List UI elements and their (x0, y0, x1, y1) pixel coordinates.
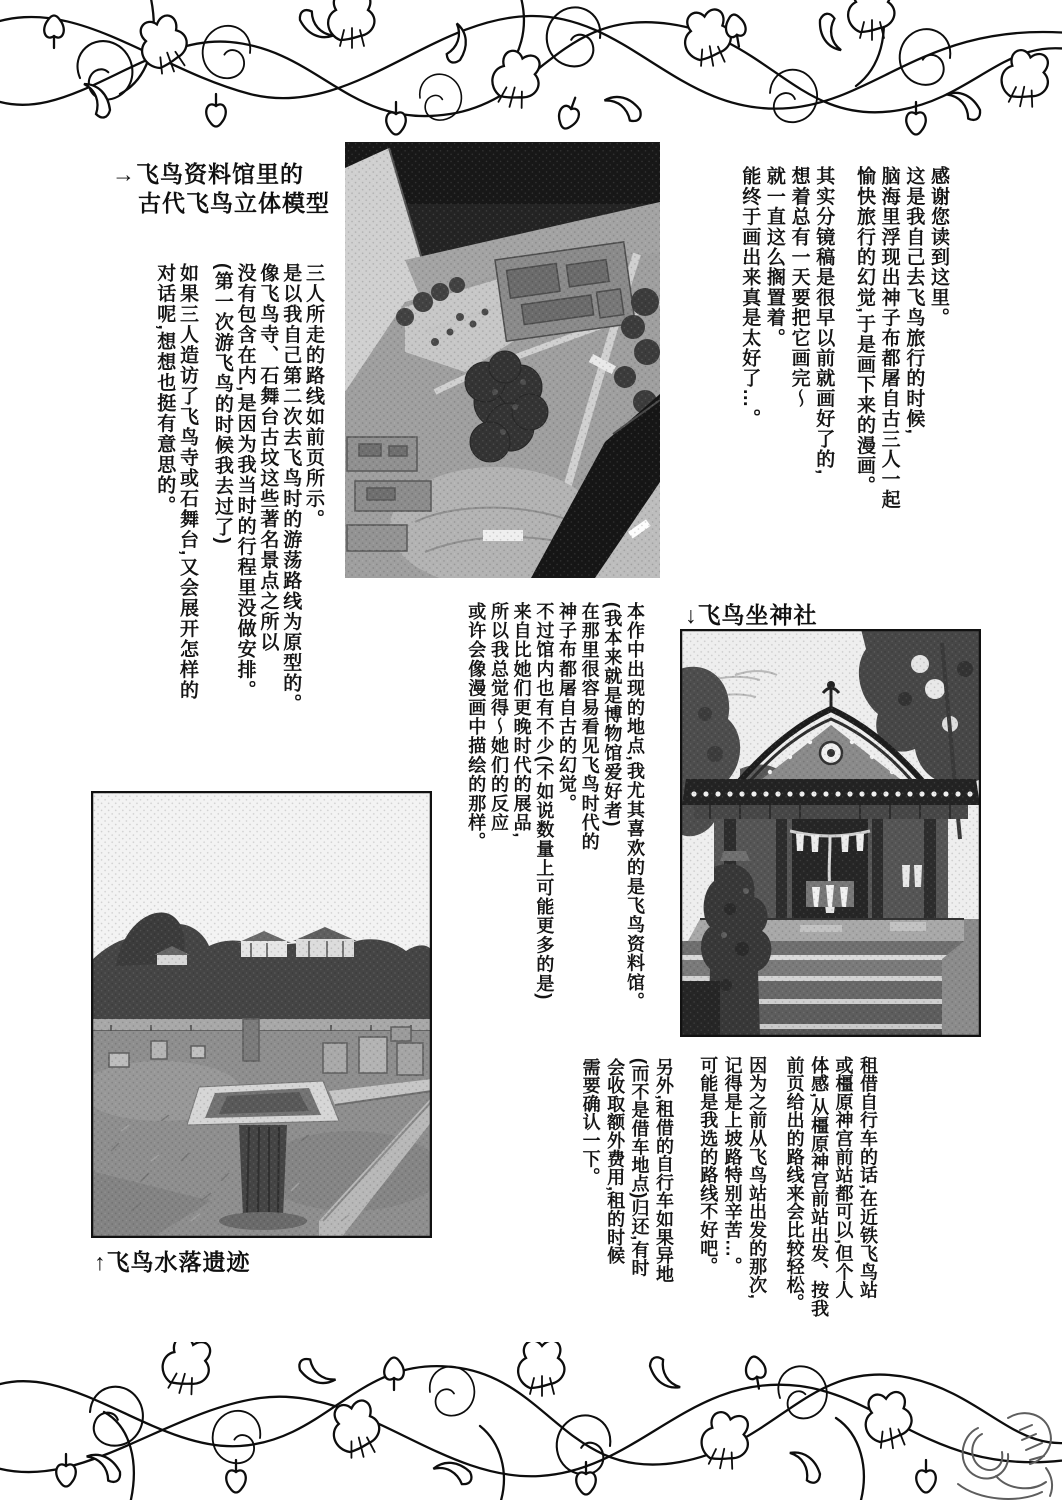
text-column: 会收取额外费用,租的时候 (605, 1058, 626, 1265)
diorama-model-photo (345, 142, 660, 578)
corner-doodle-sketch (938, 1388, 1062, 1500)
text-column: 在那里很容易看见飞鸟时代的 (579, 602, 600, 852)
text-column: 就一直这么搁置着。 (763, 166, 785, 348)
text-column: 记得是上坡路特别辛苦…。 (722, 1056, 743, 1276)
text-column: 租借自行车的话,在近铁飞鸟站 (858, 1056, 878, 1300)
text-column: 是以我自己第二次去飞鸟时的游荡路线为原型的。 (280, 263, 302, 714)
text-column: 其实分镜稿是很早以前就画好了的, (813, 166, 835, 476)
text-column: 所以我总觉得～她们的反应 (488, 602, 509, 833)
text-column: 对话呢,想想也挺有意思的。 (154, 263, 176, 516)
text-column: 感谢您读到这里。 (928, 166, 949, 328)
museum-commentary-text (450, 602, 646, 1047)
floral-scroll-border-bottom (0, 1342, 1062, 1500)
text-column: 本作中出现的地点,我尤其喜欢的是飞鸟资料馆。 (625, 602, 645, 1012)
text-column: 这是我自己去飞鸟旅行的时候, (903, 166, 925, 436)
caption-line: 古代飞鸟立体模型 (138, 190, 330, 216)
text-column: 可能是我选的路线不好吧。 (698, 1056, 719, 1276)
caption-line: →飞鸟资料馆里的 (112, 161, 304, 187)
afterword-thanks-text (724, 166, 950, 576)
text-column: 如果三人造访了飞鸟寺或石舞台,又会展开怎样的 (177, 263, 199, 701)
text-column: 愉快旅行的幻觉,于是画下来的漫画。 (853, 166, 875, 496)
text-column: (我本来就是博物馆爱好者) (602, 602, 623, 828)
text-column: 想着总有一天要把它画完～ (788, 166, 810, 409)
diorama-photo-caption (112, 160, 330, 218)
text-column: 不过馆内也有不少(不如说数量上可能更多的是) (534, 602, 555, 1001)
text-column: 来自比她们更晚时代的展品, (511, 602, 532, 839)
rental-return-note-text (574, 1058, 676, 1343)
text-column: 另外,租借的自行车如果异地 (654, 1058, 674, 1283)
text-column: 神子布都屠自古的幻觉。 (556, 602, 577, 814)
ruins-photo-caption: ↑飞鸟水落遗迹 (94, 1249, 251, 1275)
text-column: 没有包含在内,是因为我当时的行程里没做安排。 (234, 263, 256, 701)
bicycle-rental-text (682, 1056, 880, 1348)
mizuochi-ruins-photo (91, 791, 432, 1238)
text-column: 或许会像漫画中描绘的那样。 (466, 602, 487, 852)
floral-scroll-border-top (0, 0, 1062, 138)
text-column: (第一次游飞鸟的时候我去过了) (211, 263, 233, 546)
text-column: 因为之前从飞鸟站出发的那次, (747, 1056, 768, 1300)
text-column: 体感,从橿原神宫前站出发、按我 (809, 1056, 830, 1318)
text-column: 前页给出的路线来会比较轻松。 (784, 1056, 805, 1313)
text-column: 像飞鸟寺、石舞台古坟这些著名景点之所以 (257, 263, 279, 653)
text-column: (而不是借车地点)归还,有时 (629, 1058, 650, 1278)
text-column: 能终于画出来真是太好了…。 (739, 166, 761, 429)
text-column: 或橿原神宫前站都可以,但个人 (833, 1056, 854, 1300)
text-column: 需要确认一下。 (580, 1058, 601, 1187)
asukaniimasu-shrine-photo (680, 629, 981, 1037)
shrine-photo-caption: ↓飞鸟坐神社 (685, 602, 818, 628)
text-column: 脑海里浮现出神子布都屠自古三人一起 (878, 166, 900, 510)
route-commentary-text (136, 263, 324, 768)
text-column: 三人所走的路线如前页所示。 (303, 263, 324, 530)
